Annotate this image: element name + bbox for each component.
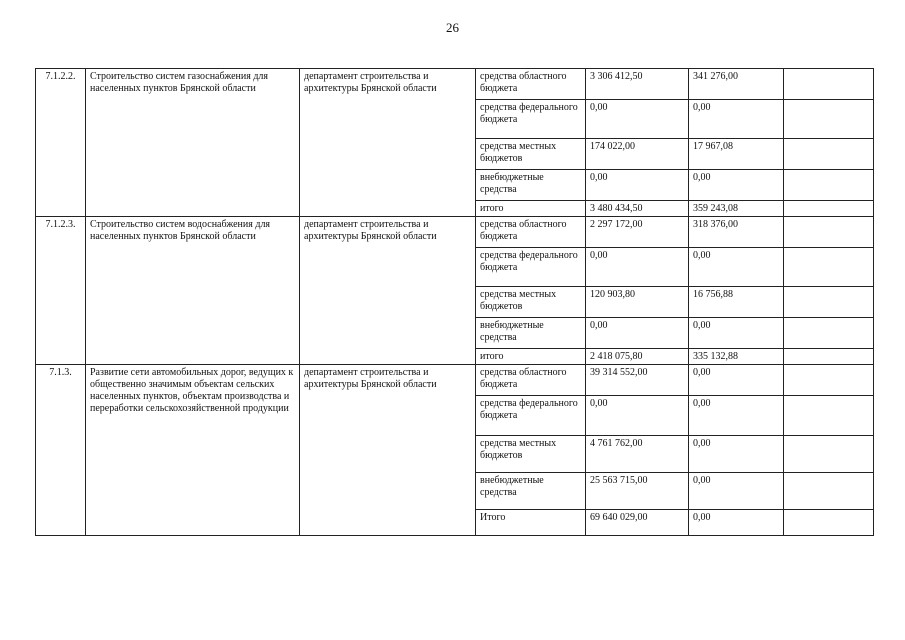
amount-cell: 0,00 (689, 248, 784, 287)
amount-cell: 0,00 (689, 510, 784, 536)
funding-source: итого (476, 349, 586, 365)
funding-source: средства местных бюджетов (476, 139, 586, 170)
program-table (35, 68, 874, 536)
amount-cell: 318 376,00 (689, 217, 784, 248)
funding-source: Итого (476, 510, 586, 536)
amount-cell: 3 306 412,50 (586, 69, 689, 100)
amount-cell: 0,00 (586, 396, 689, 436)
executor: департамент строительства и архитектуры Брянской области (300, 69, 476, 217)
empty-cell (784, 396, 874, 436)
row-code: 7.1.2.2. (36, 69, 86, 217)
empty-cell (784, 318, 874, 349)
amount-cell: 174 022,00 (586, 139, 689, 170)
amount-cell: 0,00 (689, 473, 784, 510)
empty-cell (784, 248, 874, 287)
executor: департамент строительства и архитектуры Брянской области (300, 365, 476, 536)
empty-cell (784, 100, 874, 139)
amount-cell: 0,00 (689, 100, 784, 139)
amount-cell: 3 480 434,50 (586, 201, 689, 217)
funding-source: внебюджетные средства (476, 318, 586, 349)
amount-cell: 2 297 172,00 (586, 217, 689, 248)
table-row (36, 217, 874, 248)
empty-cell (784, 365, 874, 396)
amount-cell: 17 967,08 (689, 139, 784, 170)
amount-cell: 0,00 (586, 248, 689, 287)
amount-cell: 0,00 (689, 396, 784, 436)
funding-source: средства федерального бюджета (476, 396, 586, 436)
empty-cell (784, 170, 874, 201)
amount-cell: 0,00 (689, 436, 784, 473)
amount-cell: 335 132,88 (689, 349, 784, 365)
page-number: 26 (446, 20, 459, 35)
row-code: 7.1.3. (36, 365, 86, 536)
activity-name: Развитие сети автомобильных дорог, ведущих к общественно значимым объектам сельских населенных пунктов, объектам производства и переработки сельскохозяйственной продукции (86, 365, 300, 536)
amount-cell: 341 276,00 (689, 69, 784, 100)
amount-cell: 25 563 715,00 (586, 473, 689, 510)
funding-source: итого (476, 201, 586, 217)
empty-cell (784, 436, 874, 473)
amount-cell: 39 314 552,00 (586, 365, 689, 396)
empty-cell (784, 349, 874, 365)
amount-cell: 359 243,08 (689, 201, 784, 217)
table-row (36, 365, 874, 396)
amount-cell: 0,00 (586, 100, 689, 139)
empty-cell (784, 201, 874, 217)
amount-cell: 69 640 029,00 (586, 510, 689, 536)
funding-source: средства федерального бюджета (476, 248, 586, 287)
amount-cell: 0,00 (586, 170, 689, 201)
funding-source: средства областного бюджета (476, 365, 586, 396)
empty-cell (784, 139, 874, 170)
funding-source: средства местных бюджетов (476, 436, 586, 473)
amount-cell: 120 903,80 (586, 287, 689, 318)
funding-source: внебюджетные средства (476, 473, 586, 510)
empty-cell (784, 69, 874, 100)
activity-name: Строительство систем газоснабжения для населенных пунктов Брянской области (86, 69, 300, 217)
funding-source: внебюджетные средства (476, 170, 586, 201)
amount-cell: 4 761 762,00 (586, 436, 689, 473)
empty-cell (784, 217, 874, 248)
row-code: 7.1.2.3. (36, 217, 86, 365)
empty-cell (784, 510, 874, 536)
funding-source: средства областного бюджета (476, 217, 586, 248)
activity-name: Строительство систем водоснабжения для населенных пунктов Брянской области (86, 217, 300, 365)
amount-cell: 0,00 (689, 318, 784, 349)
amount-cell: 16 756,88 (689, 287, 784, 318)
empty-cell (784, 287, 874, 318)
amount-cell: 2 418 075,80 (586, 349, 689, 365)
funding-source: средства федерального бюджета (476, 100, 586, 139)
amount-cell: 0,00 (689, 170, 784, 201)
amount-cell: 0,00 (586, 318, 689, 349)
funding-source: средства областного бюджета (476, 69, 586, 100)
table-row (36, 69, 874, 100)
funding-source: средства местных бюджетов (476, 287, 586, 318)
empty-cell (784, 473, 874, 510)
executor: департамент строительства и архитектуры Брянской области (300, 217, 476, 365)
amount-cell: 0,00 (689, 365, 784, 396)
